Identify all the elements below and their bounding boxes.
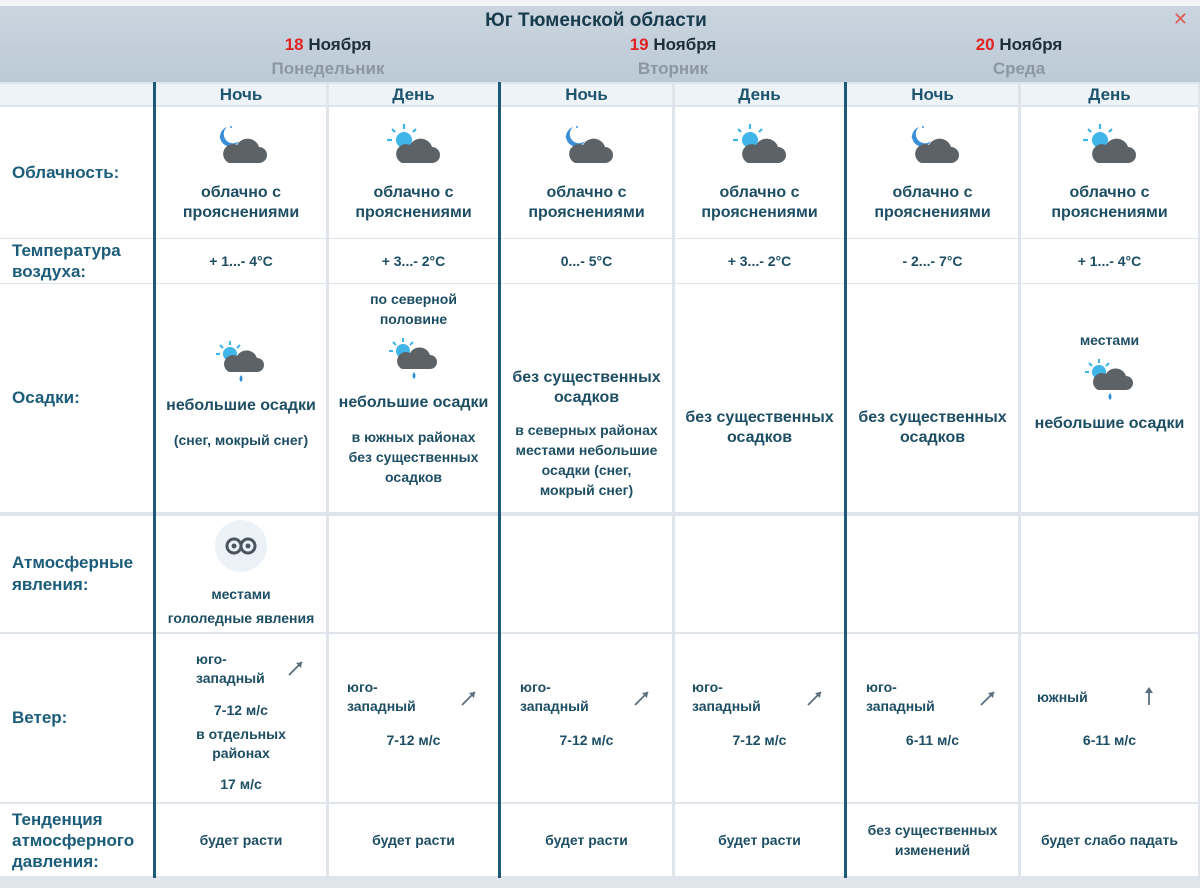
temperature-value: + 1...- 4°C [156, 239, 326, 283]
cloudiness-cell [156, 107, 326, 238]
wind-direction-1: юго- [196, 651, 227, 667]
phenomena-text: местами [211, 586, 271, 602]
day-separator [498, 82, 501, 878]
day-date [208, 35, 448, 55]
label-text: давления: [12, 851, 99, 871]
cloudiness-cell [847, 107, 1018, 238]
row-label-pressure [0, 804, 153, 876]
cloudiness-text-2: прояснениями [182, 203, 300, 221]
day-month: Ноября [653, 35, 717, 54]
row-label-temperature [0, 239, 153, 283]
cloudiness-text-2: прояснениями [528, 203, 645, 221]
precipitation-area: по северной [370, 291, 457, 307]
cloudiness-cell [675, 107, 844, 238]
pressure-cell [847, 804, 1018, 876]
cloudiness-cell [501, 107, 672, 238]
wind-gust: 17 м/с [220, 776, 262, 792]
part-of-day: День [329, 84, 498, 105]
part-of-day: День [1021, 84, 1198, 105]
wind-cell [501, 634, 672, 802]
day-separator [153, 82, 156, 878]
wind-block [847, 634, 1018, 802]
cloudiness-cell [329, 107, 498, 238]
label-text: Атмосферные [12, 553, 134, 572]
precipitation-main: небольшие осадки [1034, 415, 1185, 432]
precipitation-main: небольшие осадки [338, 394, 489, 411]
temperature-value: + 3...- 2°C [329, 239, 498, 283]
day-weekday: Среда [992, 59, 1046, 78]
part-of-day: День [675, 84, 844, 105]
label-text: Осадки: [12, 388, 80, 407]
day-header-20 [899, 35, 1139, 80]
wind-direction [692, 678, 761, 716]
arrow-northeast-icon [286, 658, 306, 678]
cloudiness-text-2: прояснениями [355, 203, 472, 221]
temperature-value: 0...- 5°C [501, 239, 672, 283]
wind-speed: 6-11 м/с [905, 732, 960, 748]
day-weekday: Вторник [637, 59, 709, 78]
precipitation-main: осадков [899, 429, 966, 446]
cloudiness-cell [1021, 107, 1198, 238]
precipitation-cell [675, 284, 844, 512]
wind-block [1021, 634, 1198, 802]
wind-direction-1: юго- [347, 679, 378, 695]
phenomena-text: гололедные явления [167, 610, 315, 626]
row-label-cloudiness [0, 107, 153, 238]
precipitation-note: осадков [385, 469, 442, 485]
day-date [553, 35, 793, 55]
day-weekday: Понедельник [271, 59, 385, 78]
precipitation-main: без существенных [685, 409, 834, 426]
precipitation-note: в северных районах [515, 422, 658, 438]
row-label-wind [0, 634, 153, 802]
sun-cloud-icon [732, 123, 788, 169]
wind-direction-2: западный [692, 698, 761, 714]
sun-cloud-icon [386, 123, 442, 169]
moon-cloud-icon [905, 123, 961, 169]
wind-block [329, 634, 498, 802]
precipitation-note: в южных районах [351, 429, 476, 445]
wind-direction-2: западный [866, 698, 935, 714]
cloudiness-text-1: облачно с [892, 183, 973, 201]
moon-cloud-icon [559, 123, 615, 169]
wind-note: районах [212, 745, 270, 761]
wind-speed: 7-12 м/с [214, 702, 268, 718]
cloudiness-text-1: облачно с [373, 183, 454, 201]
wind-direction [866, 678, 935, 716]
part-of-day: Ночь [847, 84, 1018, 105]
pressure-value: будет расти [675, 804, 844, 876]
arrow-northeast-icon [978, 688, 998, 708]
precipitation-note: осадки (снег, [541, 462, 632, 478]
precipitation-main: осадков [553, 389, 620, 406]
wind-direction [196, 650, 265, 688]
label-text: атмосферного [12, 830, 135, 850]
phenomena-cell [329, 516, 498, 632]
wind-direction-2: западный [520, 698, 589, 714]
wind-direction [347, 678, 416, 716]
arrow-northeast-icon [459, 688, 479, 708]
wind-speed: 6-11 м/с [1082, 732, 1137, 748]
snow-sun-cloud-icon [389, 337, 439, 381]
temperature-value: + 1...- 4°C [1021, 239, 1198, 283]
arrow-northeast-icon [632, 688, 652, 708]
region-title: Юг Тюменской области [485, 10, 707, 31]
temperature-value: + 3...- 2°C [675, 239, 844, 283]
day-header-18 [208, 35, 448, 80]
day-month: Ноября [999, 35, 1063, 54]
label-text: Ветер: [12, 708, 68, 727]
wind-direction-1: юго- [692, 679, 723, 695]
wind-cell [675, 634, 844, 802]
pressure-value: без существенных [867, 822, 998, 838]
precipitation-main: осадков [726, 429, 793, 446]
pressure-value: будет расти [501, 804, 672, 876]
day-header-19 [553, 35, 793, 80]
day-date [899, 35, 1139, 55]
wind-block [675, 634, 844, 802]
wind-direction-2: западный [196, 670, 265, 686]
precipitation-area: местами [1079, 332, 1140, 348]
precipitation-note: без существенных [348, 449, 479, 465]
snow-sun-cloud-icon [1085, 358, 1135, 402]
phenomena-cell [1021, 516, 1198, 632]
forecast-header [0, 0, 1200, 82]
wind-cell [847, 634, 1018, 802]
cloudiness-text-1: облачно с [719, 183, 800, 201]
precipitation-note: (снег, мокрый снег) [173, 432, 309, 448]
phenomena-cell [501, 516, 672, 632]
wind-block [156, 634, 326, 802]
day-month: Ноября [308, 35, 372, 54]
day-number: 20 [975, 35, 995, 54]
precipitation-main: без существенных [858, 409, 1007, 426]
snow-sun-cloud-icon [216, 340, 266, 384]
precipitation-main: без существенных [512, 369, 661, 386]
temperature-value: - 2...- 7°C [847, 239, 1018, 283]
precipitation-main: небольшие осадки [166, 397, 316, 414]
cloudiness-text-1: облачно с [1069, 183, 1150, 201]
day-separator [844, 82, 847, 878]
part-of-day: Ночь [156, 84, 326, 105]
cloudiness-text-2: прояснениями [1051, 203, 1168, 221]
cloudiness-text-2: прояснениями [874, 203, 991, 221]
precipitation-note: мокрый снег) [539, 482, 634, 498]
label-text: воздуха: [12, 262, 87, 281]
header-top-edge [0, 0, 1200, 6]
wind-speed: 7-12 м/с [386, 732, 441, 748]
precipitation-area: половине [379, 311, 448, 327]
precipitation-cell [847, 284, 1018, 512]
ice-glaze-icon [215, 520, 267, 572]
precipitation-cell [501, 284, 672, 512]
arrow-north-icon [1139, 686, 1159, 706]
sun-cloud-icon [1082, 123, 1138, 169]
part-of-day: Ночь [501, 84, 672, 105]
wind-direction-1: юго- [520, 679, 551, 695]
row-label-phenomena [0, 516, 153, 632]
wind-speed: 7-12 м/с [732, 732, 787, 748]
pressure-value: будет слабо падать [1021, 804, 1198, 876]
phenomena-cell [847, 516, 1018, 632]
wind-cell [1021, 634, 1198, 802]
label-text: Тенденция [12, 809, 103, 829]
wind-direction-1: юго- [866, 679, 897, 695]
label-text: Облачность: [12, 162, 120, 182]
cloudiness-text-1: облачно с [546, 183, 627, 201]
cloudiness-text-1: облачно с [201, 183, 281, 201]
moon-cloud-icon [213, 123, 269, 169]
pressure-value: будет расти [156, 804, 326, 876]
phenomena-cell [156, 516, 326, 632]
wind-cell [329, 634, 498, 802]
wind-note: в отдельных [196, 726, 286, 742]
wind-direction: южный [1037, 689, 1088, 705]
precipitation-cell [329, 284, 498, 512]
precipitation-note: местами небольшие [515, 442, 658, 458]
wind-speed: 7-12 м/с [559, 732, 614, 748]
label-text: явления: [12, 575, 89, 594]
arrow-northeast-icon [805, 688, 825, 708]
pressure-value: будет расти [329, 804, 498, 876]
day-number: 19 [629, 35, 649, 54]
cloudiness-text-2: прояснениями [701, 203, 818, 221]
wind-block [501, 634, 672, 802]
wind-cell [156, 634, 326, 802]
close-icon[interactable]: ✕ [1172, 9, 1188, 29]
part-corner [0, 84, 153, 105]
label-text: Температура [12, 241, 121, 260]
wind-direction [520, 678, 589, 716]
pressure-value: изменений [894, 842, 971, 858]
row-label-precipitation [0, 284, 153, 512]
day-number: 18 [284, 35, 304, 54]
wind-direction-2: западный [347, 698, 416, 714]
precipitation-cell [156, 284, 326, 512]
phenomena-cell [675, 516, 844, 632]
precipitation-cell [1021, 284, 1198, 512]
